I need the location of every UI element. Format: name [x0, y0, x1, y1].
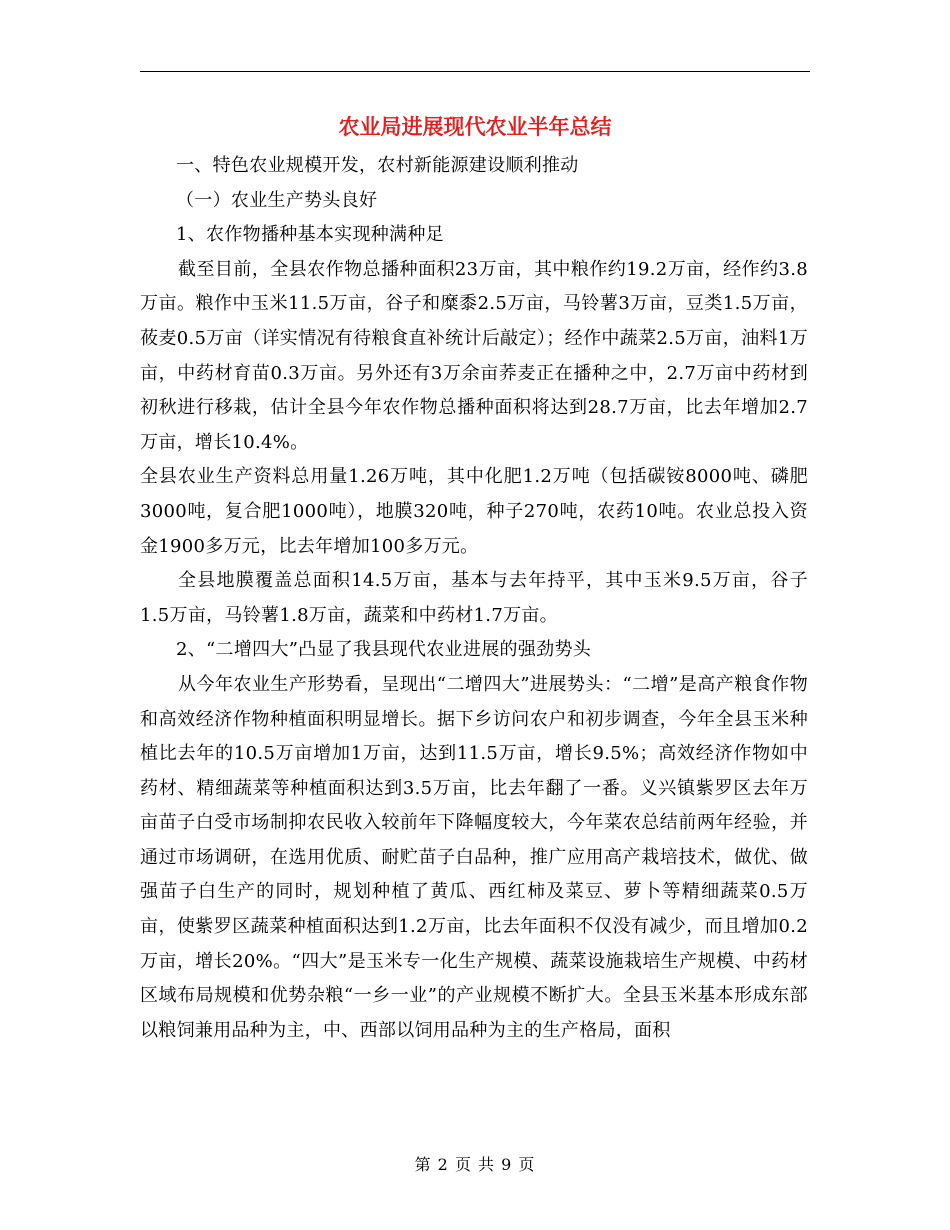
page-footer: 第 2 页 共 9 页	[414, 1155, 536, 1174]
body-paragraph: 全县农业生产资料总用量1.26万吨，其中化肥1.2万吨（包括碳铵8000吨、磷肥3000吨，复合肥1000吨），地膜320吨，种子270吨，农药10吨。农业总投入资金1900多万元，比去年增加100多万元。	[140, 466, 808, 557]
body-paragraph: 截至目前，全县农作物总播种面积23万亩，其中粮作约19.2万亩，经作约3.8万亩。粮作中玉米11.5万亩，谷子和糜黍2.5万亩，马铃薯3万亩，豆类1.5万亩，莜麦0.5万亩（详实情况有待粮食直补统计后敲定）；经作中蔬菜2.5万亩，油料1万亩，中药材育苗0.3万亩。另外还有3万余亩荞麦正在播种之中，2.7万亩中药材到初秋进行移栽，估计全县今年农作物总播种面积将达到28.7万亩，比去年增加2.7万亩，增长10.4%。	[140, 258, 808, 453]
subsection-heading: （一）农业生产势头良好	[176, 189, 378, 211]
header-rule	[140, 71, 810, 72]
item-heading: 1、农作物播种基本实现种满种足	[176, 224, 444, 246]
body-paragraph: 从今年农业生产形势看，呈现出“二增四大”进展势头：“二增”是高产粮食作物和高效经济作物种植面积明显增长。据下乡访问农户和初步调查，今年全县玉米种植比去年的10.5万亩增加1万亩，达到11.5万亩，增长9.5%；高效经济作物如中药材、精细蔬菜等种植面积达到3.5万亩，比去年翻了一番。义兴镇紫罗区去年万亩苗子白受市场制抑农民收入较前年下降幅度较大，今年菜农总结前两年经验，并通过市场调研，在选用优质、耐贮苗子白品种，推广应用高产栽培技术，做优、做强苗子白生产的同时，规划种植了黄瓜、西红柿及菜豆、萝卜等精细蔬菜0.5万亩，使紫罗区蔬菜种植面积达到1.2万亩，比去年面积不仅没有减少，而且增加0.2万亩，增长20%。“四大”是玉米专一化生产规模、蔬菜设施栽培生产规模、中药材区域布局规模和优势杂粮“一乡一业”的产业规模不断扩大。全县玉米基本形成东部以粮饲兼用品种为主，中、西部以饲用品种为主的生产格局，面积	[140, 673, 808, 1041]
section-heading: 一、特色农业规模开发，农村新能源建设顺利推动	[176, 155, 579, 176]
item-heading: 2、“二增四大”凸显了我县现代农业进展的强劲势头	[176, 639, 592, 661]
document-body	[140, 149, 808, 1048]
document-title: 农业局进展现代农业半年总结	[338, 114, 612, 139]
body-paragraph: 全县地膜覆盖总面积14.5万亩，基本与去年持平，其中玉米9.5万亩，谷子1.5万亩，马铃薯1.8万亩，蔬菜和中药材1.7万亩。	[140, 570, 808, 626]
